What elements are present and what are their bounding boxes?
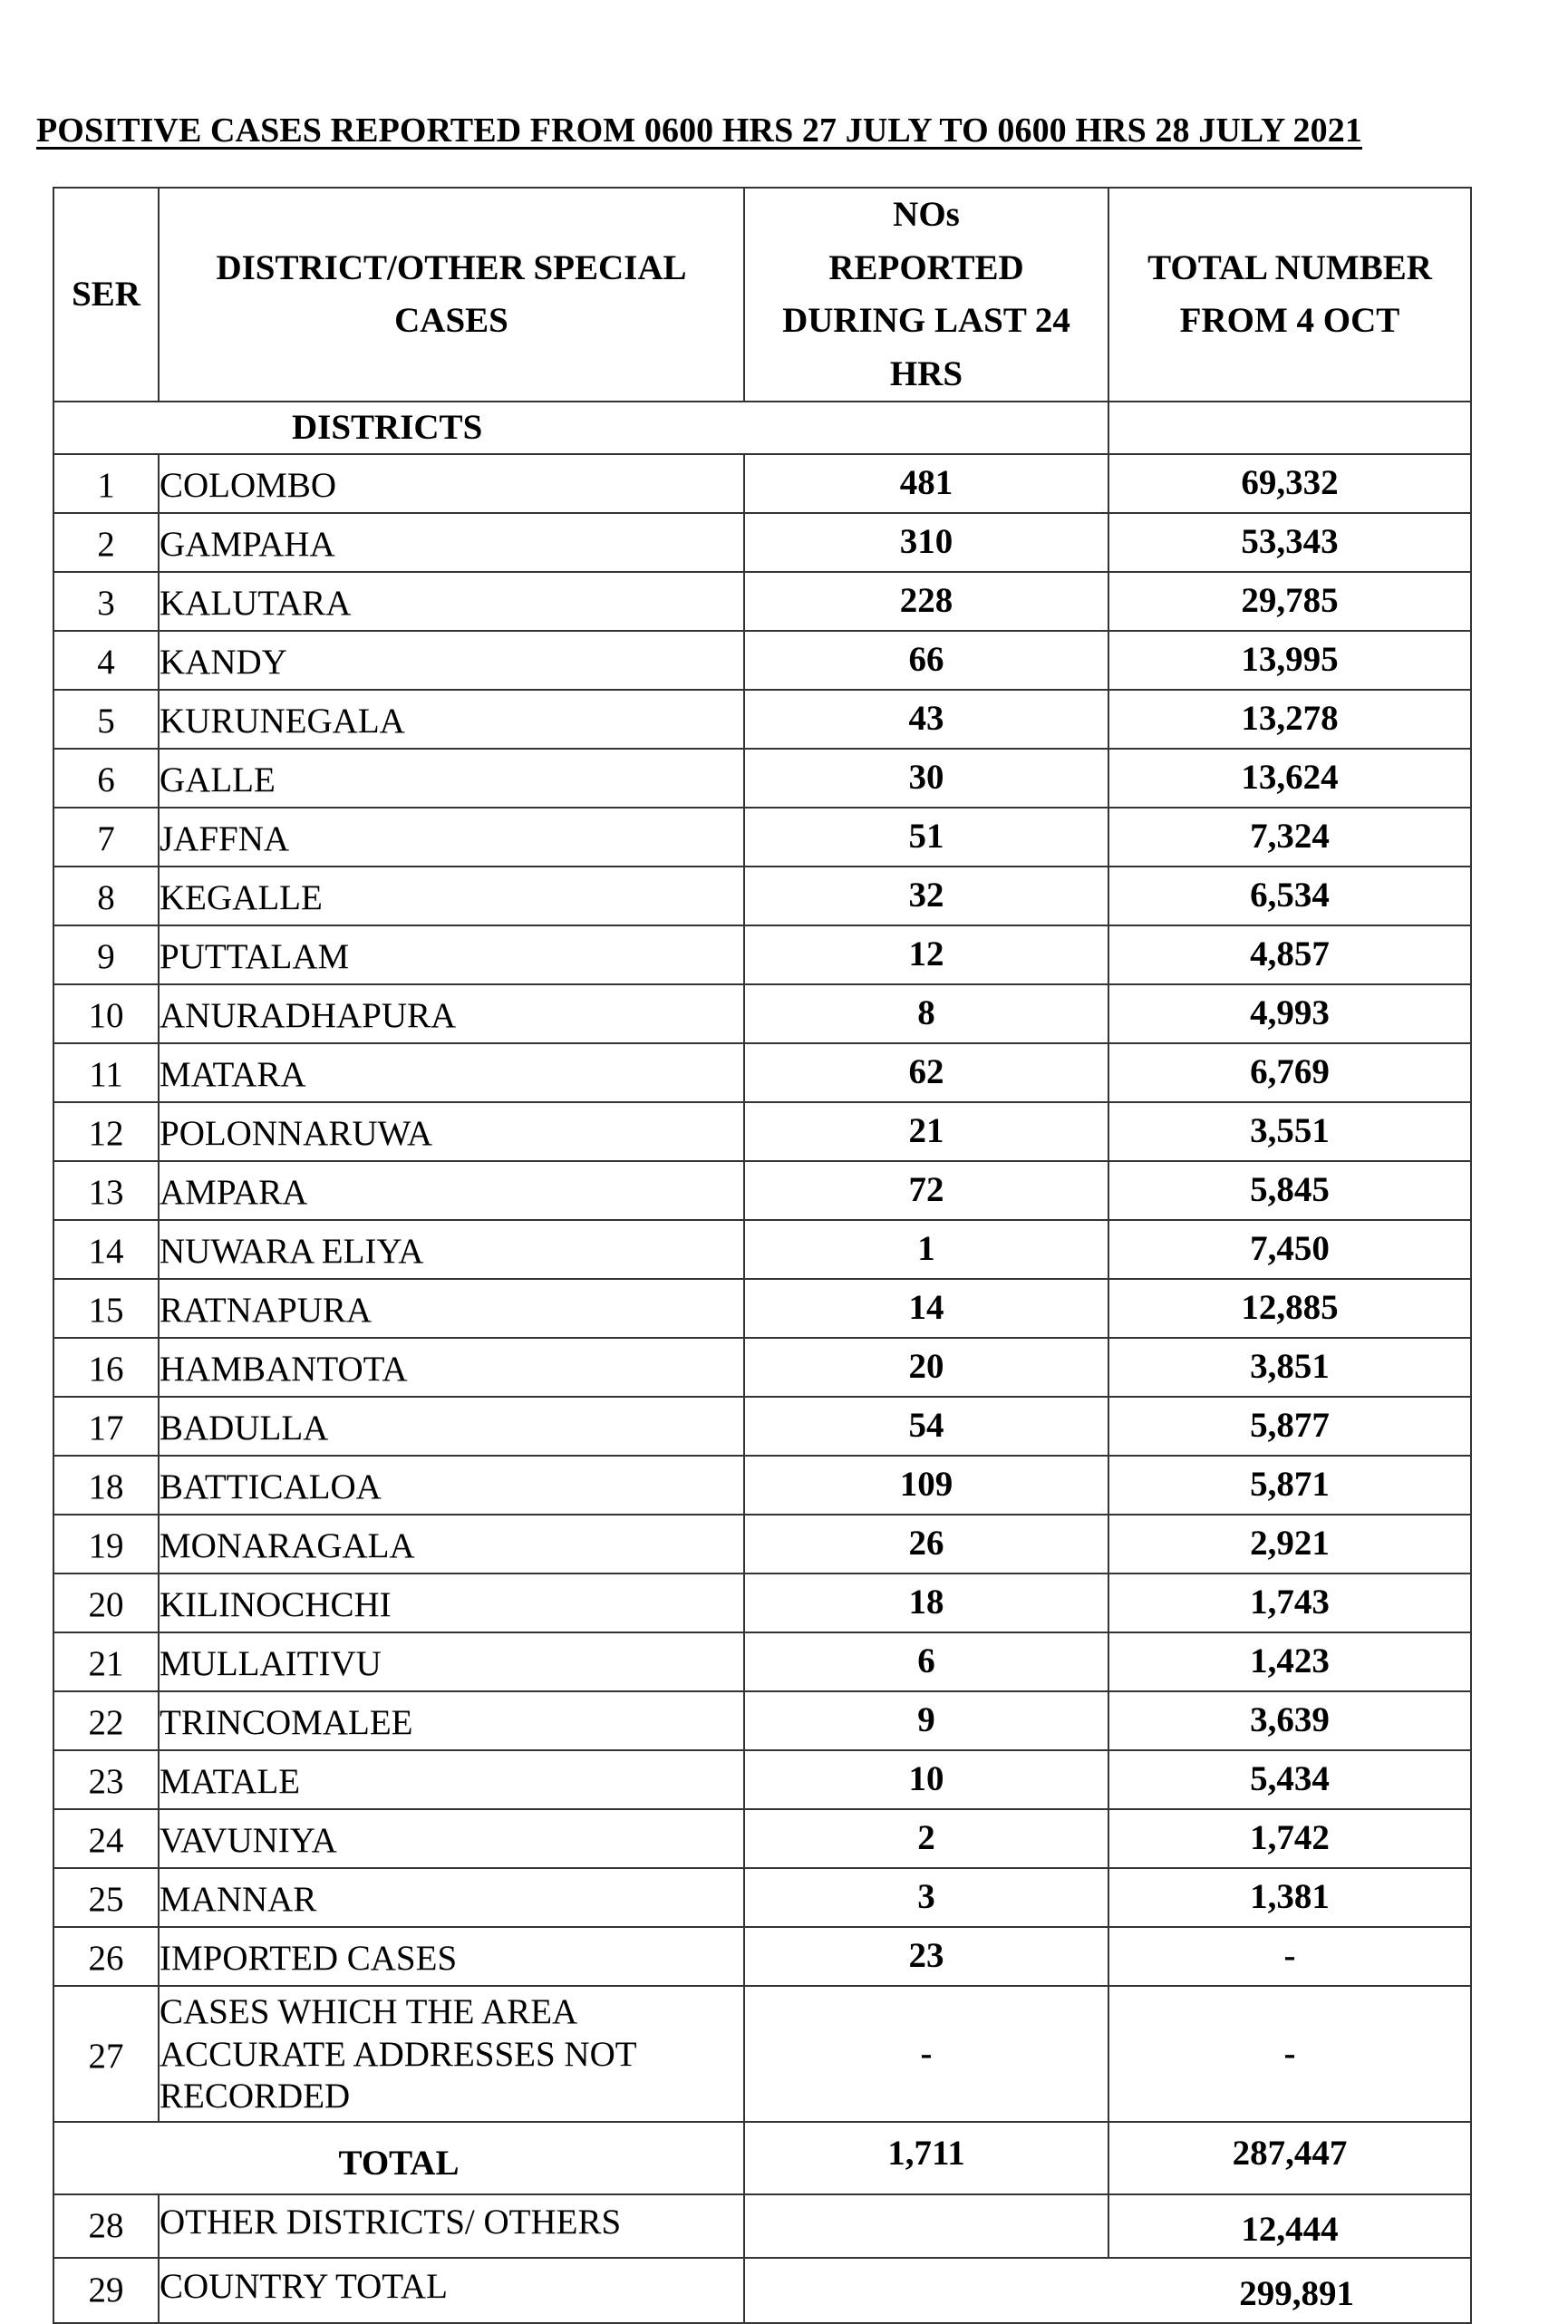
row-district: TRINCOMALEE (159, 1691, 744, 1750)
row-total-from-4-oct: 5,845 (1108, 1161, 1471, 1220)
table-row (53, 454, 1471, 513)
table-row (53, 1043, 1471, 1102)
table-row (53, 1161, 1471, 1220)
header-nos-line4: HRS (889, 353, 963, 393)
table-row (53, 1574, 1471, 1632)
row-district: COLOMBO (159, 454, 744, 513)
row-district: RATNAPURA (159, 1279, 744, 1338)
table-row (53, 1397, 1471, 1456)
table-row (53, 572, 1471, 631)
row-total-from-4-oct: 1,742 (1108, 1809, 1471, 1868)
country-total-value: 299,891 (744, 2258, 1471, 2323)
row-total-from-4-oct: 5,871 (1108, 1456, 1471, 1515)
table-row (53, 1279, 1471, 1338)
header-total-line1: TOTAL NUMBER (1147, 247, 1432, 287)
row-district: JAFFNA (159, 808, 744, 867)
row-total-from-4-oct: 7,450 (1108, 1220, 1471, 1279)
row-last-24-hrs: 18 (744, 1574, 1108, 1632)
row-district: POLONNARUWA (159, 1102, 744, 1161)
row-ser: 29 (53, 2258, 159, 2323)
row-last-24-hrs: - (744, 1986, 1108, 2122)
row-total-from-4-oct: 1,423 (1108, 1632, 1471, 1691)
row-ser: 4 (53, 631, 159, 690)
table-row (53, 1220, 1471, 1279)
table-row-country-total (53, 2258, 1471, 2323)
row-district: IMPORTED CASES (159, 1927, 744, 1986)
row-district: MANNAR (159, 1868, 744, 1927)
row-ser: 5 (53, 690, 159, 749)
row-last-24-hrs: 481 (744, 454, 1108, 513)
row-ser: 27 (53, 1986, 159, 2122)
header-district-line2: CASES (394, 301, 508, 340)
row-last-24-hrs: 43 (744, 690, 1108, 749)
table-row (53, 1927, 1471, 1986)
row-total-from-4-oct: 1,743 (1108, 1574, 1471, 1632)
row-total-from-4-oct: 12,444 (1108, 2194, 1471, 2258)
row-total-from-4-oct: 1,381 (1108, 1868, 1471, 1927)
row-district: GALLE (159, 749, 744, 808)
row-ser: 25 (53, 1868, 159, 1927)
row-ser: 23 (53, 1750, 159, 1809)
row-total-from-4-oct: 4,857 (1108, 925, 1471, 984)
row-district-line2: ACCURATE ADDRESSES NOT (160, 2034, 637, 2074)
row-last-24-hrs: 51 (744, 808, 1108, 867)
row-total-from-4-oct: 13,995 (1108, 631, 1471, 690)
row-ser: 9 (53, 925, 159, 984)
row-last-24-hrs: 2 (744, 1809, 1108, 1868)
row-ser: 12 (53, 1102, 159, 1161)
row-last-24-hrs: 228 (744, 572, 1108, 631)
row-last-24-hrs: 66 (744, 631, 1108, 690)
row-district: PUTTALAM (159, 925, 744, 984)
table-row (53, 1750, 1471, 1809)
row-ser: 3 (53, 572, 159, 631)
row-last-24-hrs: 54 (744, 1397, 1108, 1456)
row-ser: 19 (53, 1515, 159, 1574)
row-last-24-hrs: 32 (744, 867, 1108, 925)
row-total-from-4-oct: 6,534 (1108, 867, 1471, 925)
row-last-24-hrs: 20 (744, 1338, 1108, 1397)
row-last-24-hrs: 30 (744, 749, 1108, 808)
table-row-unrecorded-addresses (53, 1986, 1471, 2122)
table-row (53, 1809, 1471, 1868)
total-from-4-oct: 287,447 (1108, 2122, 1471, 2194)
table-row (53, 1515, 1471, 1574)
row-ser: 6 (53, 749, 159, 808)
row-ser: 1 (53, 454, 159, 513)
row-ser: 24 (53, 1809, 159, 1868)
cases-table (53, 187, 1472, 2324)
row-district: KILINOCHCHI (159, 1574, 744, 1632)
row-ser: 7 (53, 808, 159, 867)
row-ser: 2 (53, 513, 159, 572)
table-row (53, 690, 1471, 749)
row-last-24-hrs: 10 (744, 1750, 1108, 1809)
row-last-24-hrs: 109 (744, 1456, 1108, 1515)
row-district: MATARA (159, 1043, 744, 1102)
section-empty-cell (1108, 402, 1471, 454)
row-district (159, 1986, 744, 2122)
row-last-24-hrs: 1 (744, 1220, 1108, 1279)
header-district (159, 188, 744, 402)
row-ser: 26 (53, 1927, 159, 1986)
row-last-24-hrs: 3 (744, 1868, 1108, 1927)
row-ser: 28 (53, 2194, 159, 2258)
page-title: POSITIVE CASES REPORTED FROM 0600 HRS 27 JULY TO 0600 HRS 28 JULY 2021 (36, 111, 1362, 150)
row-last-24-hrs: 26 (744, 1515, 1108, 1574)
row-ser: 18 (53, 1456, 159, 1515)
row-total-from-4-oct: 3,639 (1108, 1691, 1471, 1750)
row-district: VAVUNIYA (159, 1809, 744, 1868)
row-district: BATTICALOA (159, 1456, 744, 1515)
row-district: BADULLA (159, 1397, 744, 1456)
total-label: TOTAL (53, 2122, 744, 2194)
total-row (53, 2122, 1471, 2194)
row-ser: 16 (53, 1338, 159, 1397)
row-total-from-4-oct: 13,624 (1108, 749, 1471, 808)
row-total-from-4-oct: - (1108, 1986, 1471, 2122)
row-ser: 15 (53, 1279, 159, 1338)
section-label: DISTRICTS (53, 402, 1108, 454)
row-last-24-hrs: 310 (744, 513, 1108, 572)
row-total-from-4-oct: 29,785 (1108, 572, 1471, 631)
row-last-24-hrs: 6 (744, 1632, 1108, 1691)
row-total-from-4-oct: 5,877 (1108, 1397, 1471, 1456)
header-ser: SER (53, 188, 159, 402)
row-last-24-hrs: 9 (744, 1691, 1108, 1750)
table-row (53, 749, 1471, 808)
row-ser: 21 (53, 1632, 159, 1691)
row-ser: 17 (53, 1397, 159, 1456)
row-total-from-4-oct: 5,434 (1108, 1750, 1471, 1809)
section-row-districts (53, 402, 1471, 454)
row-last-24-hrs: 21 (744, 1102, 1108, 1161)
row-ser: 10 (53, 984, 159, 1043)
row-district: MONARAGALA (159, 1515, 744, 1574)
table-row (53, 1456, 1471, 1515)
header-total-from-4-oct (1108, 188, 1471, 402)
table-row (53, 513, 1471, 572)
row-district: HAMBANTOTA (159, 1338, 744, 1397)
row-last-24-hrs: 72 (744, 1161, 1108, 1220)
row-last-24-hrs: 62 (744, 1043, 1108, 1102)
row-district: KALUTARA (159, 572, 744, 631)
row-district: KEGALLE (159, 867, 744, 925)
row-district: KURUNEGALA (159, 690, 744, 749)
row-last-24-hrs: 23 (744, 1927, 1108, 1986)
total-last-24-hrs: 1,711 (744, 2122, 1108, 2194)
table-header-row (53, 188, 1471, 402)
row-total-from-4-oct: 12,885 (1108, 1279, 1471, 1338)
row-district: NUWARA ELIYA (159, 1220, 744, 1279)
row-district: MULLAITIVU (159, 1632, 744, 1691)
row-district-line3: RECORDED (160, 2077, 351, 2116)
row-district-line1: CASES WHICH THE AREA (160, 1991, 578, 2031)
table-row (53, 984, 1471, 1043)
table-row (53, 631, 1471, 690)
table-row-other-districts (53, 2194, 1471, 2258)
table-row (53, 1632, 1471, 1691)
row-total-from-4-oct: 13,278 (1108, 690, 1471, 749)
row-district: OTHER DISTRICTS/ OTHERS (159, 2194, 744, 2258)
header-total-line2: FROM 4 OCT (1179, 301, 1400, 340)
table-row (53, 1338, 1471, 1397)
row-last-24-hrs: 14 (744, 1279, 1108, 1338)
table-row (53, 925, 1471, 984)
row-ser: 20 (53, 1574, 159, 1632)
row-district: MATALE (159, 1750, 744, 1809)
row-total-from-4-oct: 3,851 (1108, 1338, 1471, 1397)
row-district: KANDY (159, 631, 744, 690)
row-ser: 22 (53, 1691, 159, 1750)
header-reported-last-24 (744, 188, 1108, 402)
row-total-from-4-oct: 4,993 (1108, 984, 1471, 1043)
row-total-from-4-oct: 69,332 (1108, 454, 1471, 513)
header-nos-line1: NOs (893, 195, 960, 234)
table-row (53, 808, 1471, 867)
row-district: ANURADHAPURA (159, 984, 744, 1043)
row-total-from-4-oct: 6,769 (1108, 1043, 1471, 1102)
row-total-from-4-oct: 3,551 (1108, 1102, 1471, 1161)
table-row (53, 1868, 1471, 1927)
row-total-from-4-oct: - (1108, 1927, 1471, 1986)
header-district-line1: DISTRICT/OTHER SPECIAL (216, 247, 687, 287)
table-row (53, 867, 1471, 925)
row-district: GAMPAHA (159, 513, 744, 572)
table-row (53, 1102, 1471, 1161)
row-last-24-hrs: 12 (744, 925, 1108, 984)
row-total-from-4-oct: 2,921 (1108, 1515, 1471, 1574)
row-ser: 14 (53, 1220, 159, 1279)
row-last-24-hrs: 8 (744, 984, 1108, 1043)
row-total-from-4-oct: 7,324 (1108, 808, 1471, 867)
row-district: COUNTRY TOTAL (159, 2258, 744, 2323)
row-last-24-hrs-empty (744, 2194, 1108, 2258)
row-total-from-4-oct: 53,343 (1108, 513, 1471, 572)
row-district: AMPARA (159, 1161, 744, 1220)
row-ser: 11 (53, 1043, 159, 1102)
row-ser: 8 (53, 867, 159, 925)
header-nos-line3: DURING LAST 24 (782, 301, 1070, 340)
table-row (53, 1691, 1471, 1750)
header-nos-line2: REPORTED (828, 247, 1024, 287)
row-ser: 13 (53, 1161, 159, 1220)
